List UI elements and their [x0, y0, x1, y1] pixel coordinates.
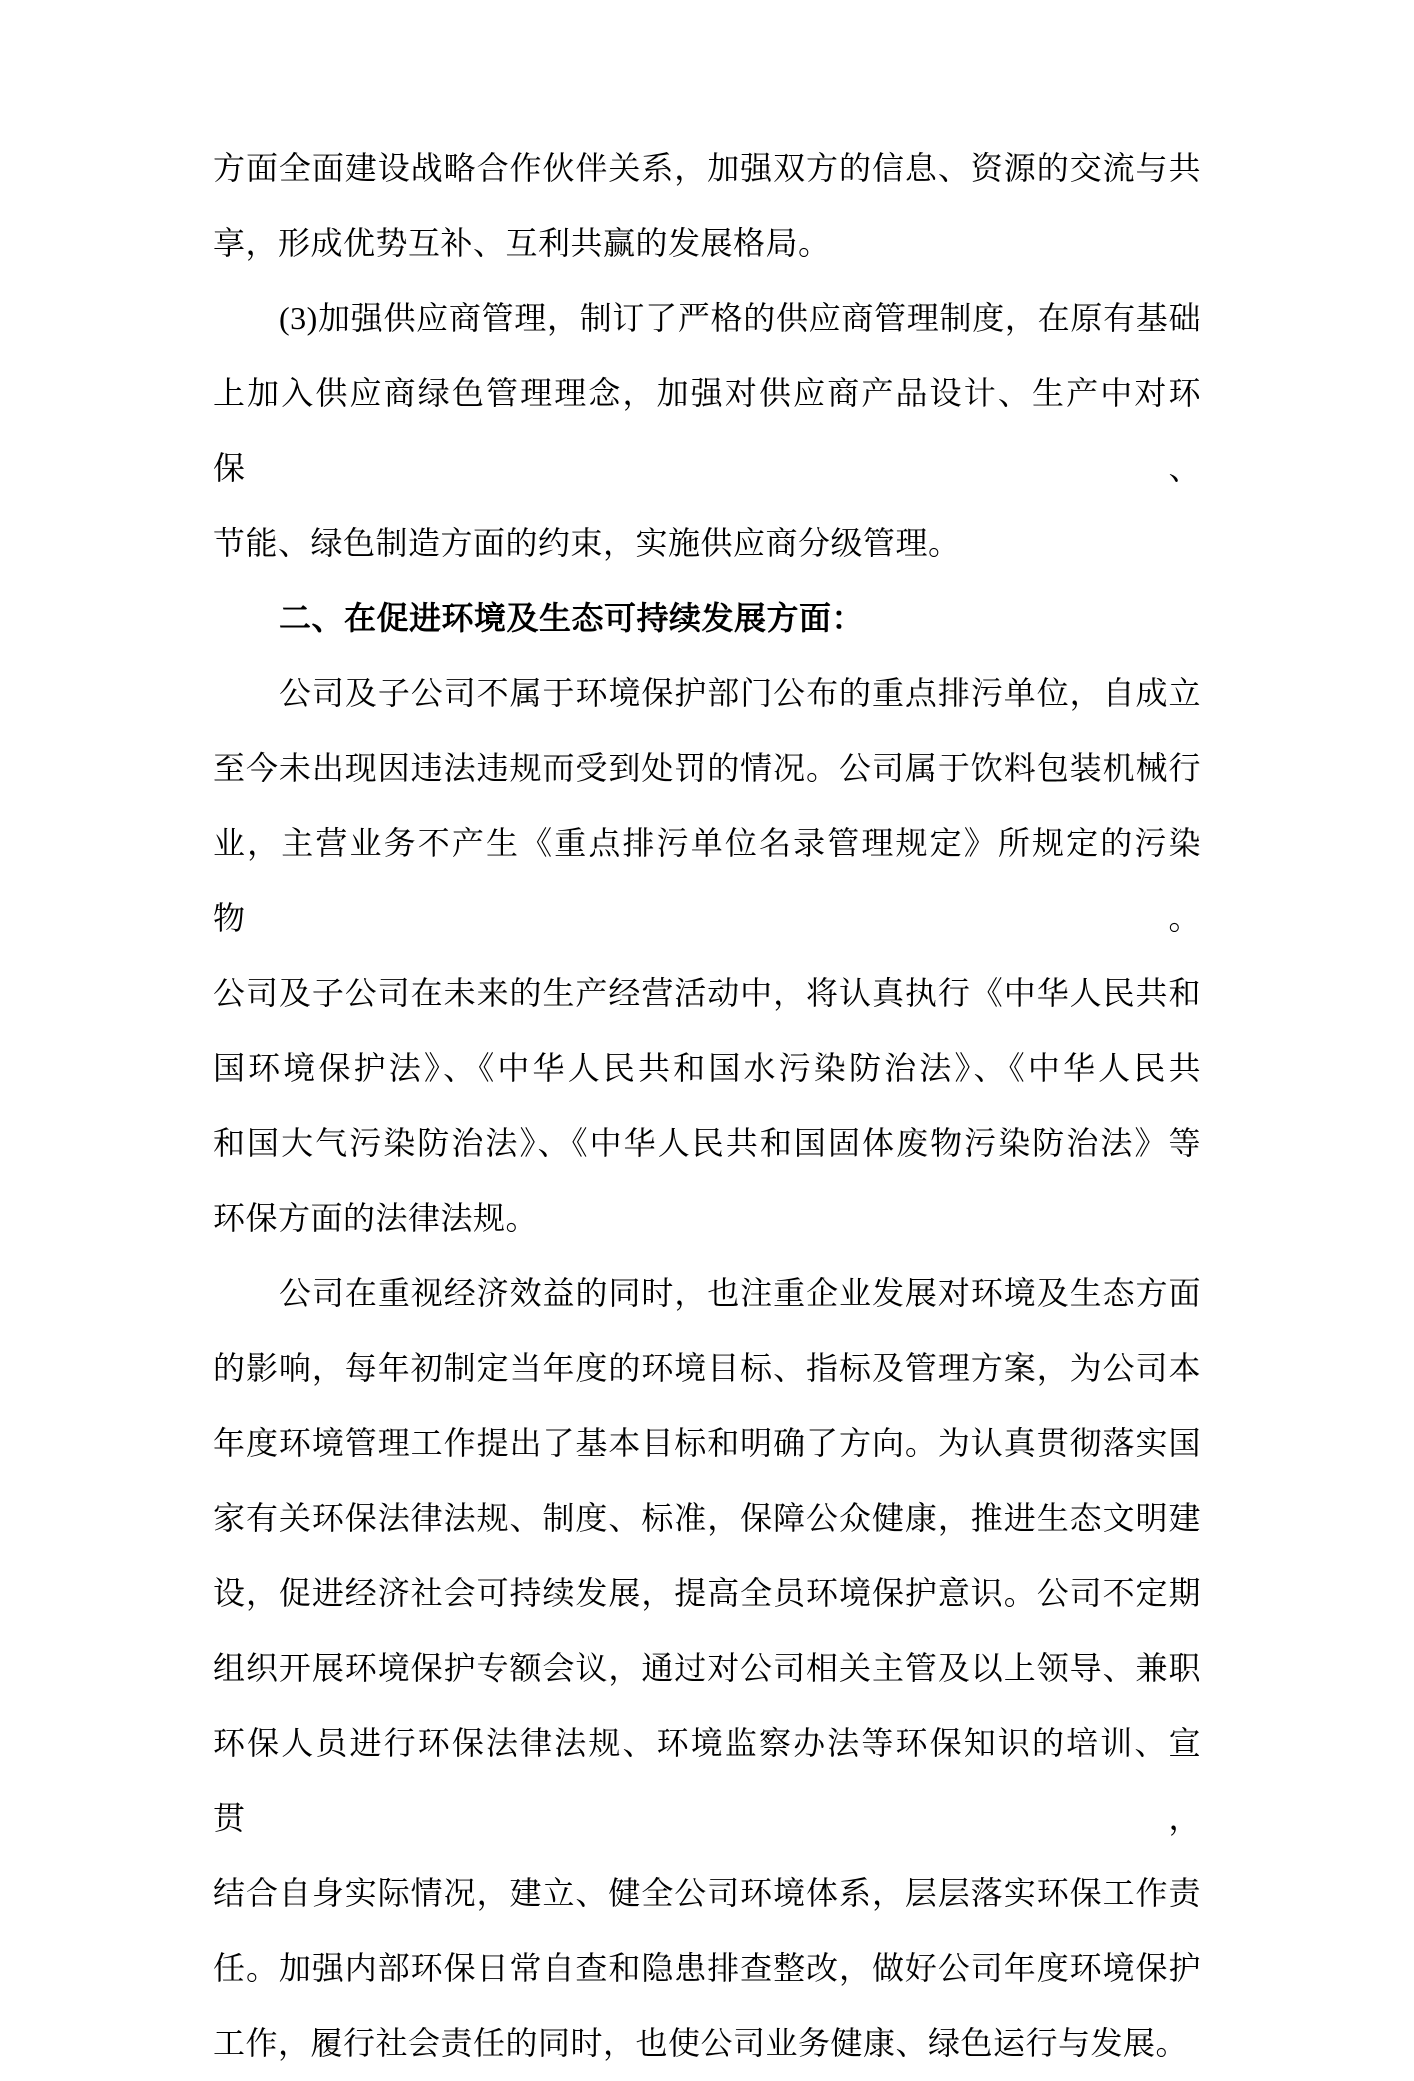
text-line: 节能、绿色制造方面的约束，实施供应商分级管理。 [213, 525, 961, 561]
text-line: 环保人员进行环保法律法规、环境监察办法等环保知识的培训、宣贯， [213, 1725, 1201, 1836]
text-line: 和国大气污染防治法》、《中华人民共和国固体废物污染防治法》等 [213, 1125, 1201, 1161]
text-line: 年度环境管理工作提出了基本目标和明确了方向。为认真贯彻落实国 [213, 1425, 1201, 1461]
text-line: 方面全面建设战略合作伙伴关系，加强双方的信息、资源的交流与共 [213, 150, 1201, 186]
section-environment-heading [213, 581, 1201, 656]
section-heading: 二、在促进环境及生态可持续发展方面： [279, 600, 865, 636]
text-line: 公司及子公司不属于环境保护部门公布的重点排污单位，自成立 [279, 675, 1201, 711]
paragraph-environment-compliance [213, 656, 1201, 1256]
document-content [213, 131, 1201, 2081]
text-line: (3)加强供应商管理，制订了严格的供应商管理制度，在原有基础 [279, 300, 1201, 336]
paragraph-environment-management [213, 1256, 1201, 2081]
text-line: 至今未出现因违法违规而受到处罚的情况。公司属于饮料包装机械行 [213, 750, 1201, 786]
text-line: 工作，履行社会责任的同时，也使公司业务健康、绿色运行与发展。 [213, 2025, 1189, 2061]
text-line: 家有关环保法律法规、制度、标准，保障公众健康，推进生态文明建 [213, 1500, 1201, 1536]
text-line: 结合自身实际情况，建立、健全公司环境体系，层层落实环保工作责 [213, 1875, 1201, 1911]
text-line: 公司及子公司在未来的生产经营活动中，将认真执行《中华人民共和 [213, 975, 1201, 1011]
text-line: 享，形成优势互补、互利共赢的发展格局。 [213, 225, 831, 261]
text-line: 业，主营业务不产生《重点排污单位名录管理规定》所规定的污染物。 [213, 825, 1201, 936]
paragraph-strategic-cooperation [213, 131, 1201, 281]
text-line: 任。加强内部环保日常自查和隐患排查整改，做好公司年度环境保护 [213, 1950, 1201, 1986]
paragraph-supplier-management [213, 281, 1201, 581]
text-line: 设，促进经济社会可持续发展，提高全员环境保护意识。公司不定期 [213, 1575, 1201, 1611]
text-line: 上加入供应商绿色管理理念，加强对供应商产品设计、生产中对环保、 [213, 375, 1201, 486]
text-line: 的影响，每年初制定当年度的环境目标、指标及管理方案，为公司本 [213, 1350, 1201, 1386]
text-line: 公司在重视经济效益的同时，也注重企业发展对环境及生态方面 [279, 1275, 1201, 1311]
text-line: 组织开展环境保护专额会议，通过对公司相关主管及以上领导、兼职 [213, 1650, 1201, 1686]
text-line: 国环境保护法》、《中华人民共和国水污染防治法》、《中华人民共 [213, 1050, 1201, 1086]
text-line: 环保方面的法律法规。 [213, 1200, 539, 1236]
